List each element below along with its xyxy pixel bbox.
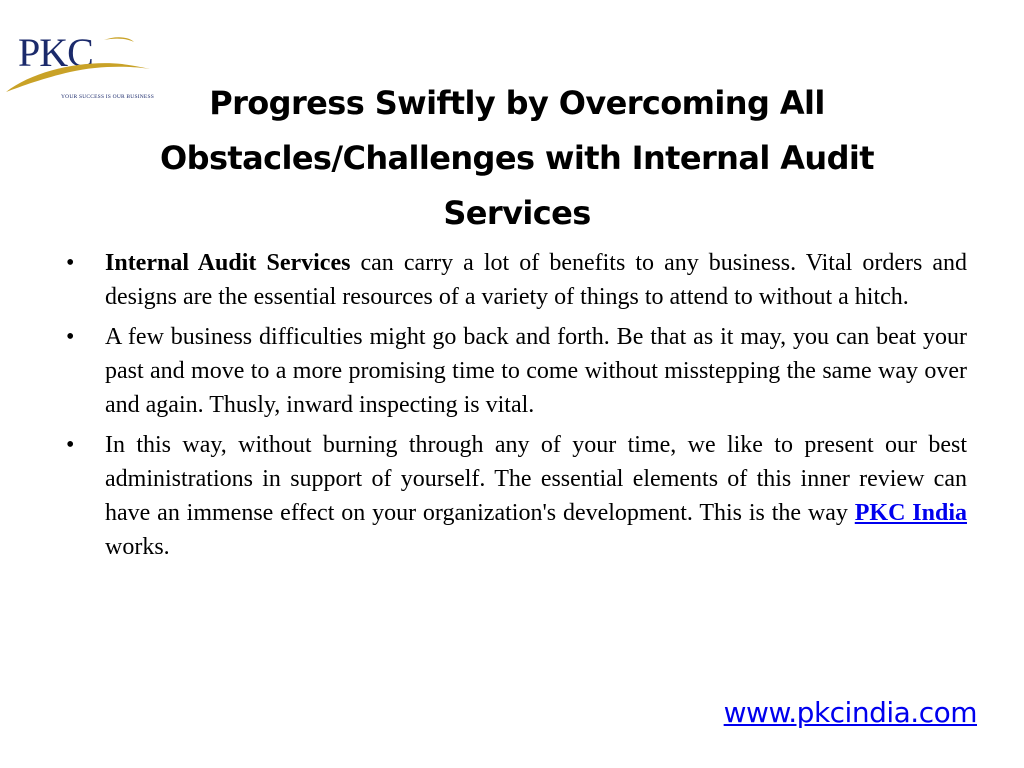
slide-title: Progress Swiftly by Overcoming All Obstacles/Challenges with Internal Audit Services (160, 84, 874, 232)
logo-swoosh-accent (104, 37, 134, 42)
bullet-emphasis: Internal Audit Services (105, 250, 351, 276)
bullet-text-tail: works. (105, 534, 170, 560)
bullet-item (62, 428, 967, 564)
bullet-marker: • (66, 432, 75, 458)
bullet-marker: • (66, 250, 75, 276)
bullet-marker: • (66, 324, 75, 350)
bullet-text: A few business difficulties might go back and forth. Be that as it may, you can beat your past and move to a more promising time to come without misstepping the same way over and again. Thusly, inward inspecting is vital. (105, 324, 967, 418)
pkc-india-link[interactable]: PKC India (854, 500, 967, 526)
bullet-text: can carry a lot of benefits to any business. Vital orders and designs are the essential resources of a variety of things to attend to without a hitch. (105, 250, 968, 310)
bullet-list (62, 246, 967, 570)
bullet-item (62, 320, 967, 422)
logo-tagline: YOUR SUCCESS IS OUR BUSINESS (61, 94, 155, 100)
logo-wordmark: PKC (18, 30, 93, 75)
website-link[interactable]: www.pkcindia.com (723, 696, 977, 729)
bullet-text: In this way, without burning through any of your time, we like to present our best administrations in support of yourself. The essential elements of this inner review can have an immense effect on your organization's development. This is the way (105, 432, 967, 526)
bullet-item (62, 246, 967, 314)
